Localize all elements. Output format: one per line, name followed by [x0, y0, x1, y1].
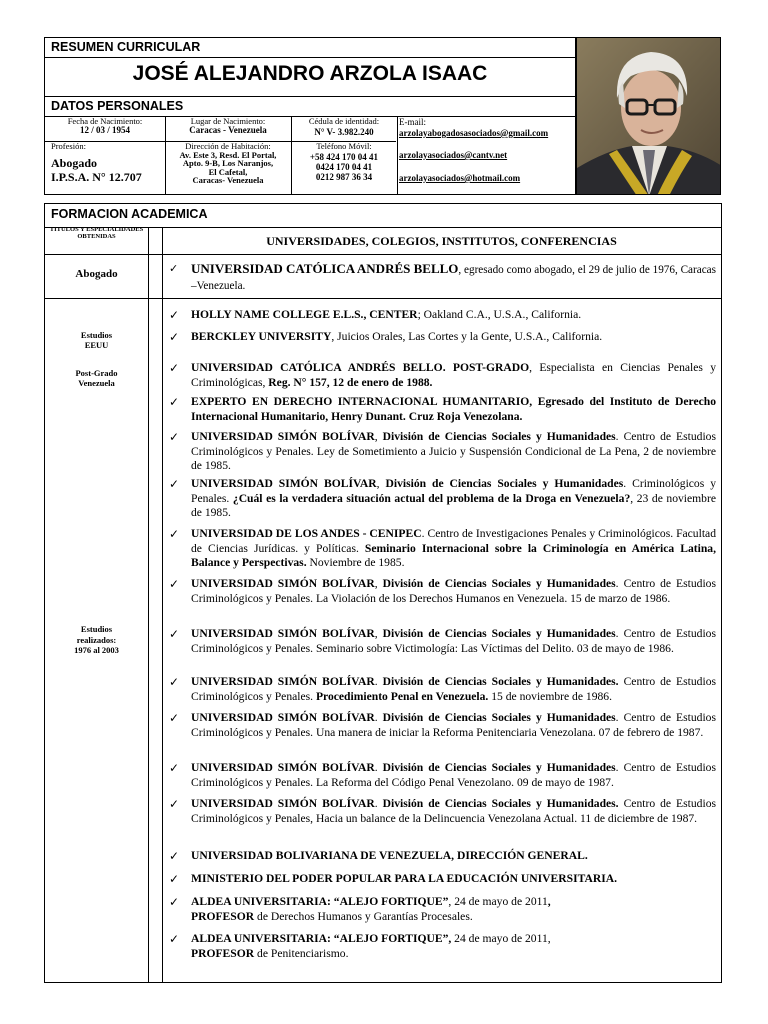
- education-entry: ✓ EXPERTO EN DERECHO INTERNACIONAL HUMANITARIO, Egresado del Instituto de Derecho Internacional Humanitario, Henry Dunant. Cruz Roja Venezolana.: [169, 395, 716, 423]
- ipsa-number: I.P.S.A. N° 12.707: [51, 169, 142, 184]
- academic-title: FORMACION ACADEMICA: [51, 207, 208, 221]
- check-icon: ✓: [169, 675, 180, 689]
- institutions-column-header: UNIVERSIDADES, COLEGIOS, INSTITUTOS, CONFERENCIAS: [266, 234, 617, 248]
- education-entry: ✓ UNIVERSIDAD SIMÓN BOLÍVAR. División de Ciencias Sociales y Humanidades. Centro de Estudios Criminológicos y Penales. Una manera de iniciar la Reforma Penitenciaria Venezolana. 07 de febrero de 1987.: [169, 711, 716, 739]
- label-postgrado: Post-Grado Venezuela: [75, 368, 118, 389]
- education-entry: ✓ UNIVERSIDAD SIMÓN BOLÍVAR. División de Ciencias Sociales y Humanidades. Centro de Estudios Criminológicos y Penales, Hacia un balance de la Delincuencia Venezolana Actual. 11 de diciembre de 1987.: [169, 797, 716, 825]
- check-icon: ✓: [169, 711, 180, 725]
- check-icon: ✓: [169, 932, 180, 946]
- birth-place: Caracas - Venezuela: [189, 124, 267, 135]
- address-cell: Dirección de Habitación: Av. Este 3, Resd. El Portal, Apto. 9-B, Los Naranjos, El Cafetal, Caracas- Venezuela: [179, 141, 277, 185]
- education-entry: ✓ UNIVERSIDAD SIMÓN BOLÍVAR, División de Ciencias Sociales y Humanidades. Centro de Estudios Criminológicos y Penales. Ley de Sometimiento a Juicio y Suspensión Condicional de La Pena, 2 de noviembre de 1985.: [169, 430, 716, 472]
- label-abogado: Abogado: [75, 268, 118, 280]
- check-icon: ✓: [169, 761, 180, 775]
- check-icon: ✓: [169, 527, 180, 541]
- check-icon: ✓: [169, 330, 180, 344]
- birth-date-cell: Fecha de Nacimiento: 12 / 03 / 1954: [45, 117, 165, 135]
- check-icon: ✓: [169, 577, 180, 591]
- education-entry: ✓ ALDEA UNIVERSITARIA: “ALEJO FORTIQUE”, 24 de mayo de 2011, PROFESOR de Penitenciarismo.: [169, 932, 551, 960]
- section-title: RESUMEN CURRICULAR: [51, 40, 201, 54]
- education-entry: ✓ UNIVERSIDAD SIMÓN BOLÍVAR. División de Ciencias Sociales y Humanidades. Centro de Estudios Criminológicos y Penales. La Reforma del Código Penal Venezolano. 09 de mayo de 1987.: [169, 761, 716, 789]
- education-entry: ✓ BERCKLEY UNIVERSITY, Juicios Orales, Las Cortes y la Gente, U.S.A., California.: [169, 330, 603, 344]
- check-icon: ✓: [169, 895, 180, 909]
- check-icon: ✓: [169, 849, 180, 863]
- birth-date: 12 / 03 / 1954: [79, 124, 130, 135]
- header-box: [44, 37, 576, 195]
- education-entry: ✓ UNIVERSIDAD CATÓLICA ANDRÉS BELLO. POST-GRADO, Especialista en Ciencias Penales y Criminológicas, Reg. N° 157, 12 de enero de 1988.: [169, 361, 716, 389]
- check-icon: ✓: [169, 872, 180, 886]
- email-link-2[interactable]: arzolayasociados@cantv.net: [399, 150, 508, 160]
- education-entry: ✓ UNIVERSIDAD DE LOS ANDES - CENIPEC. Centro de Investigaciones Penales y Criminológicos. Facultad de Ciencias Jurídicas. y Políticas. Seminario Internacional sobre la Criminología en América Latina, Balance y Perspectivas. Noviembre de 1985.: [169, 527, 716, 569]
- profile-photo: [576, 37, 721, 195]
- education-entry: ✓ UNIVERSIDAD SIMÓN BOLÍVAR. División de Ciencias Sociales y Humanidades. Centro de Estudios Criminológicos y Penales. Procedimiento Penal en Venezuela. 15 de noviembre de 1986.: [169, 675, 716, 703]
- check-icon: ✓: [169, 263, 179, 275]
- check-icon: ✓: [169, 430, 180, 444]
- label-studies-usa: Estudios EEUU: [80, 330, 113, 351]
- email-link-1[interactable]: arzolayabogadosasociados@gmail.com: [399, 127, 549, 138]
- education-entry: ✓ UNIVERSIDAD SIMÓN BOLÍVAR, División de Ciencias Sociales y Humanidades. Centro de Estudios Criminológicos y Penales. La Violación de los Derechos Humanos en Venezuela. 15 de marzo de 1986.: [169, 577, 716, 605]
- education-entry: ✓ UNIVERSIDAD CATÓLICA ANDRÉS BELLO, egresado como abogado, el 29 de julio de 1976, Caracas –Venezuela.: [169, 261, 716, 292]
- education-entry: ✓ MINISTERIO DEL PODER POPULAR PARA LA EDUCACIÓN UNIVERSITARIA.: [169, 872, 618, 886]
- check-icon: ✓: [169, 395, 180, 409]
- titles-column-header: TITULOS Y ESPECIALIDADES OBTENIDAS: [49, 226, 144, 240]
- birth-place-cell: Lugar de Nacimiento: Caracas - Venezuela: [165, 117, 291, 135]
- id-number: N° V- 3.982.240: [314, 126, 374, 137]
- portrait-image: [577, 38, 721, 195]
- check-icon: ✓: [169, 627, 180, 641]
- education-entry: ✓ UNIVERSIDAD BOLIVARIANA DE VENEZUELA, DIRECCIÓN GENERAL.: [169, 849, 588, 863]
- education-entry: ✓ HOLLY NAME COLLEGE E.L.S., CENTER; Oakland C.A., U.S.A., California.: [169, 308, 582, 322]
- profession: Abogado: [51, 156, 98, 171]
- check-icon: ✓: [169, 797, 180, 811]
- candidate-name: JOSÉ ALEJANDRO ARZOLA ISAAC: [132, 62, 488, 85]
- personal-data-title: DATOS PERSONALES: [51, 99, 184, 113]
- email-link-3[interactable]: arzolayasociados@hotmail.com: [399, 173, 521, 183]
- education-entry: ✓ UNIVERSIDAD SIMÓN BOLÍVAR, División de Ciencias Sociales y Humanidades. Criminológicos y Penales. ¿Cuál es la verdadera situación actual del problema de la Droga en Venezuela?, 23 de noviembre de 1985.: [169, 477, 716, 519]
- profession-cell: Profesión: Abogado I.P.S.A. N° 12.707: [51, 142, 165, 184]
- id-cell: Cédula de identidad: N° V- 3.982.240: [291, 117, 397, 137]
- email-cell: E-mail: arzolayabogadosasociados@gmail.com: [399, 117, 577, 139]
- education-entry: ✓ UNIVERSIDAD SIMÓN BOLÍVAR, División de Ciencias Sociales y Humanidades. Centro de Estudios Criminológicos y Penales. Seminario sobre Victimología: Las Víctimas del Delito. 03 de mayo de 1986.: [169, 627, 716, 655]
- phone-cell: Teléfono Móvil: +58 424 170 04 41 0424 170 04 41 0212 987 36 34: [309, 141, 379, 182]
- education-entry: ✓ ALDEA UNIVERSITARIA: “ALEJO FORTIQUE”, 24 de mayo de 2011, PROFESOR de Derechos Humanos y Garantías Procesales.: [169, 895, 551, 923]
- check-icon: ✓: [169, 477, 180, 491]
- check-icon: ✓: [169, 361, 180, 375]
- check-icon: ✓: [169, 308, 180, 322]
- label-studies-done: Estudios realizados: 1976 al 2003: [74, 624, 119, 656]
